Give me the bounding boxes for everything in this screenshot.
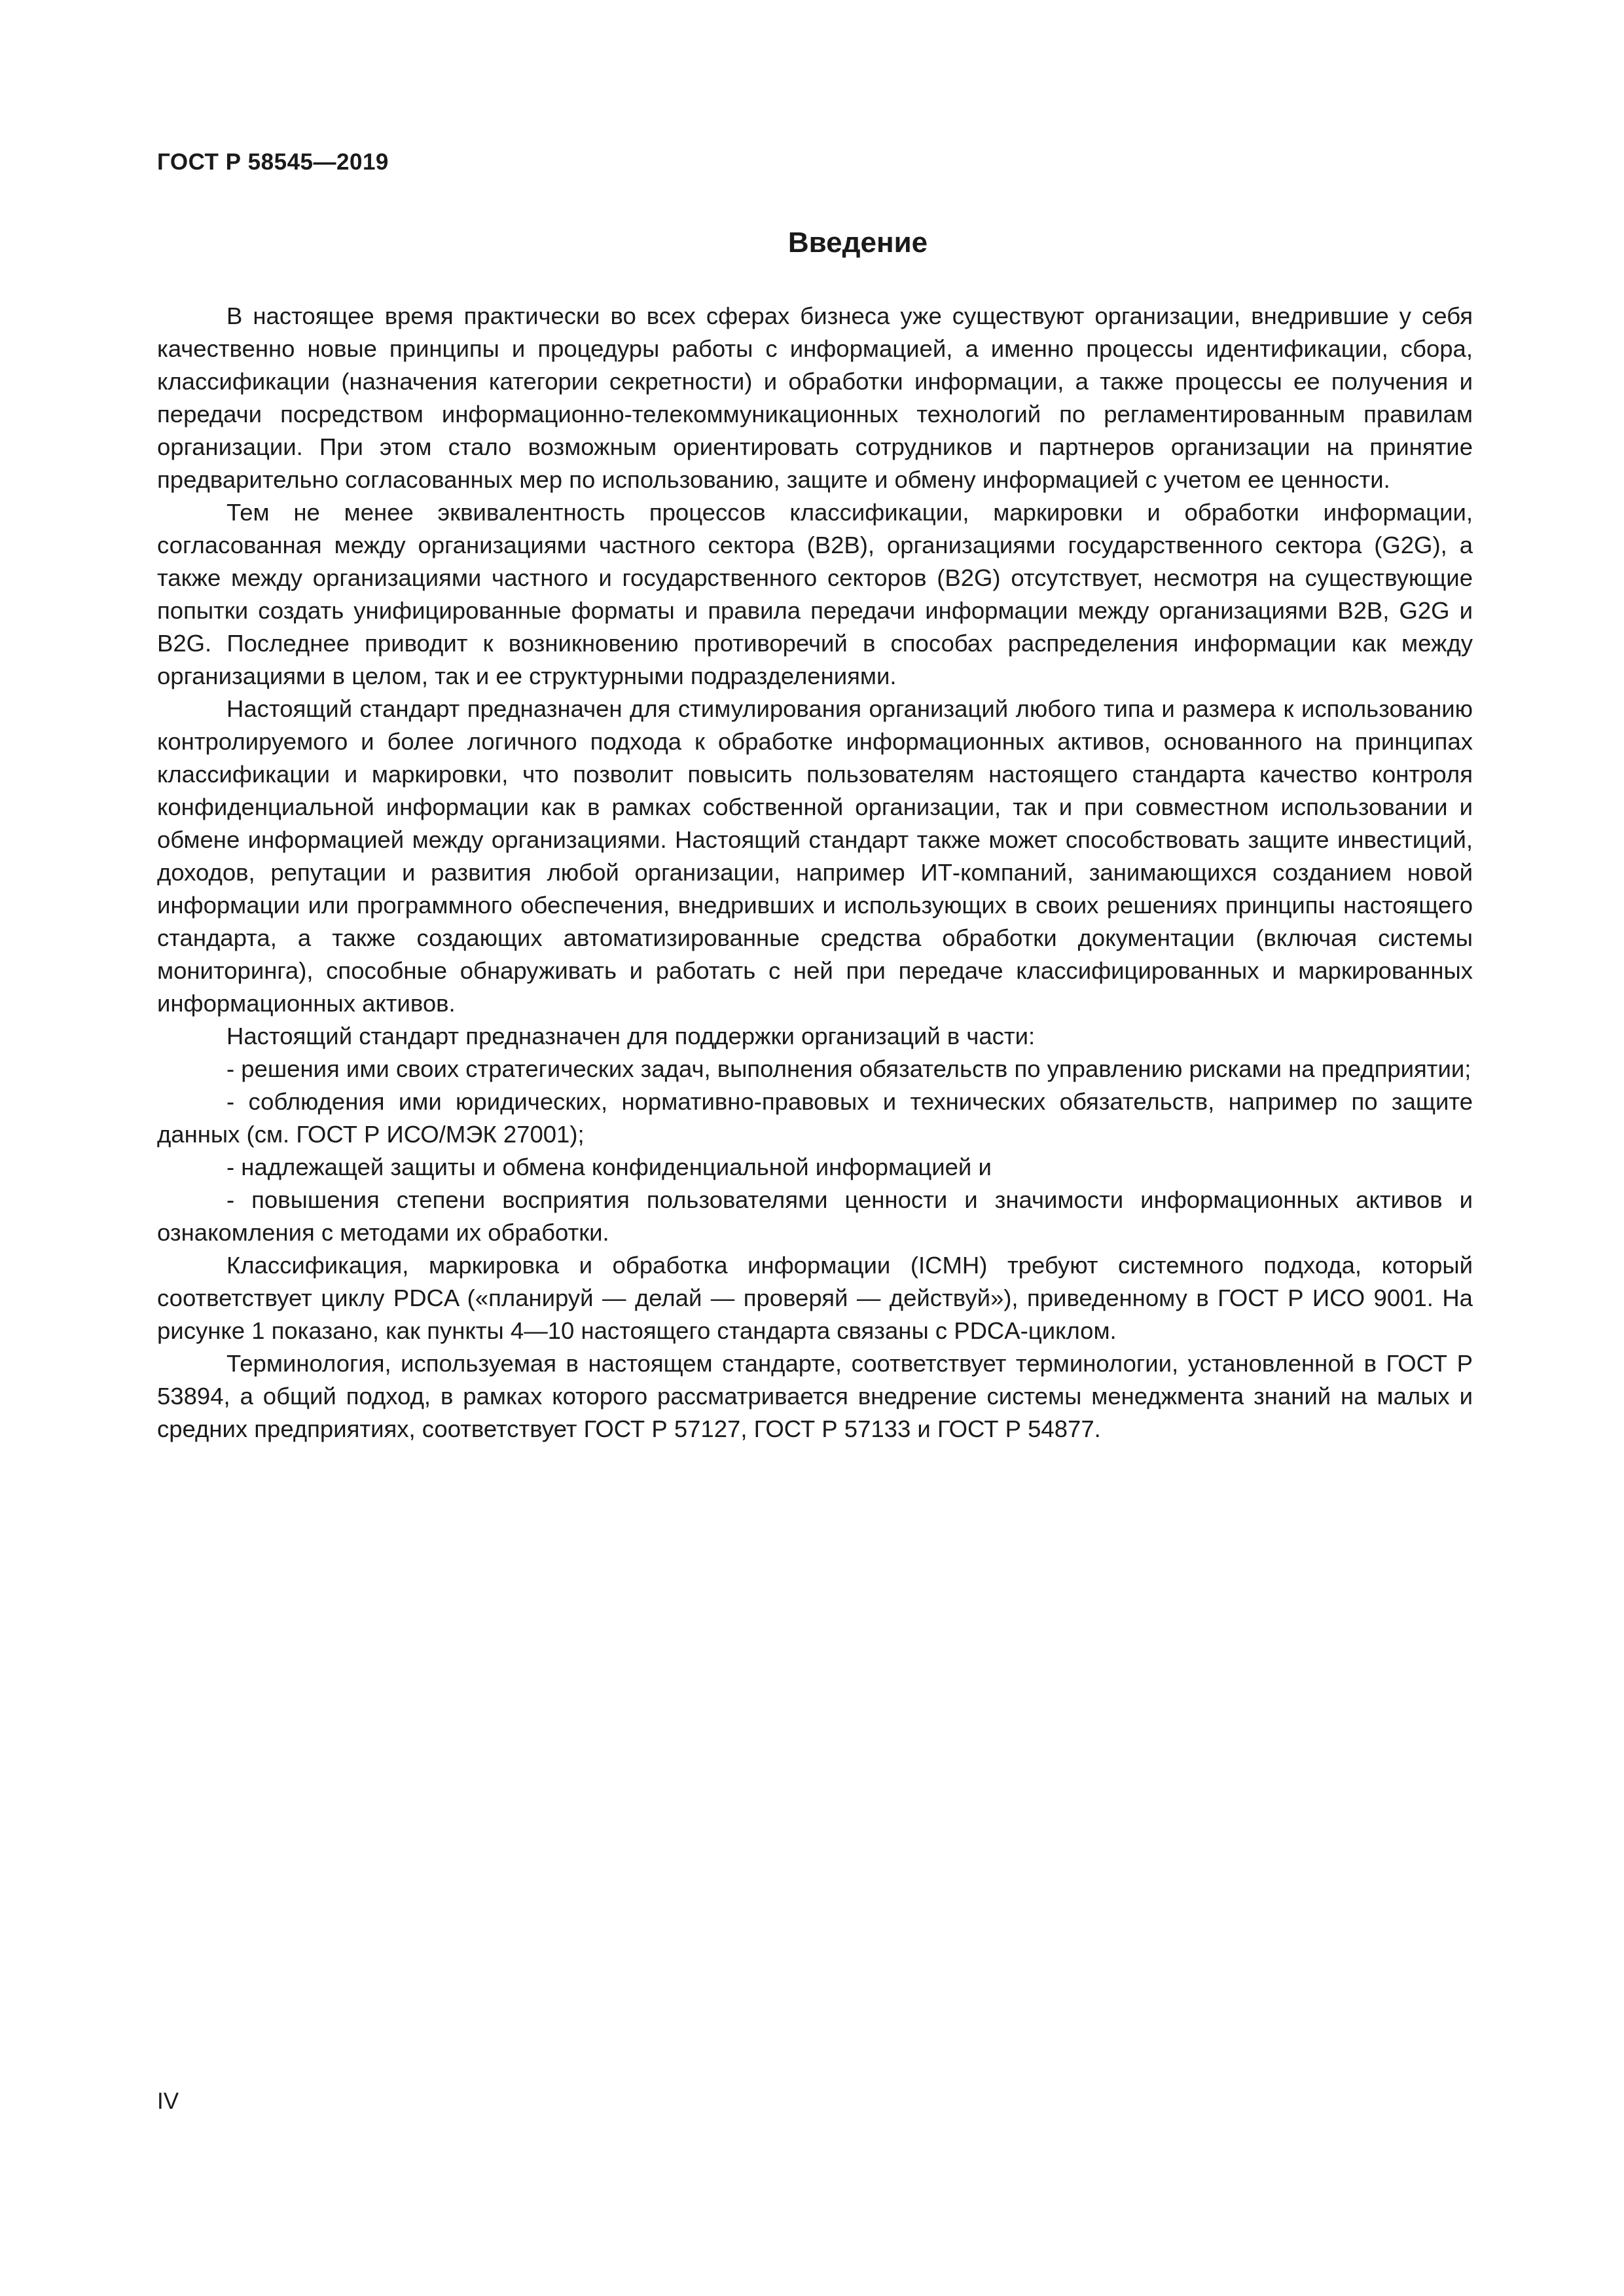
list-item: - надлежащей защиты и обмена конфиденциальной информацией и (226, 1154, 992, 1180)
document-header-id: ГОСТ Р 58545—2019 (157, 149, 389, 175)
body-text (157, 300, 1473, 1446)
paragraph-intro: В настоящее время практически во всех сферах бизнеса уже существуют организации, внедрившие у себя качественно новые принципы и процедуры работы с информацией, а именно процессы идентификации, сбора, классификации (назначения категории секретности) и обработки информации, а также процессы ее получения и передачи посредством информационно-телекоммуникационных технологий по регламентированным правилам организации. При этом стало возможным ориентировать сотрудников и партнеров организации на принятие предварительно согласованных мер по использованию, защите и обмену информацией с учетом ее ценности. (157, 302, 1473, 493)
list-item: - повышения степени восприятия пользователями ценности и значимости информационных активов и ознакомления с методами их обработки. (157, 1186, 1473, 1246)
paragraph-icmh: Классификация, маркировка и обработка информации (ICMH) требуют системного подхода, который соответствует циклу PDCA («планируй — делай — проверяй — действуй»), приведенному в ГОСТ Р ИСО 9001. На рисунке 1 показано, как пункты 4—10 настоящего стандарта связаны с PDCA-циклом. (157, 1252, 1473, 1344)
page-number: IV (157, 2088, 179, 2114)
section-title: Введение (787, 227, 928, 259)
paragraph-equivalence: Тем не менее эквивалентность процессов классификации, маркировки и обработки информации, согласованная между организациями частного сектора (B2B), организациями государственного сектора (G2G), а также между организациями частного и государственного секторов (B2G) отсутствует, несмотря на существующие попытки создать унифицированные форматы и правила передачи информации между организациями B2B, G2G и B2G. Последнее приводит к возникновению противоречий в способах распределения информации как между организациями в целом, так и ее структурными подразделениями. (157, 499, 1473, 689)
list-item: - решения ими своих стратегических задач, выполнения обязательств по управлению рисками на предприятии; (226, 1055, 1471, 1082)
list-item: - соблюдения ими юридических, нормативно-правовых и технических обязательств, например по защите данных (см. ГОСТ Р ИСО/МЭК 27001); (157, 1088, 1473, 1148)
paragraph-terminology: Терминология, используемая в настоящем стандарте, соответствует терминологии, установленной в ГОСТ Р 53894, а общий подход, в рамках которого рассматривается внедрение системы менеджмента знаний на малых и средних предприятиях, соответствует ГОСТ Р 57127, ГОСТ Р 57133 и ГОСТ Р 54877. (157, 1350, 1473, 1442)
paragraph-purpose: Настоящий стандарт предназначен для стимулирования организаций любого типа и размера к использованию контролируемого и более логичного подхода к обработке информационных активов, основанного на принципах классификации и маркировки, что позволит повысить пользователям настоящего стандарта качество контроля конфиденциальной информации как в рамках собственной организации, так и при совместном использовании и обмене информацией между организациями. Настоящий стандарт также может способствовать защите инвестиций, доходов, репутации и развития любой организации, например ИТ-компаний, занимающихся созданием новой информации или программного обеспечения, внедривших и использующих в своих решениях принципы настоящего стандарта, а также создающих автоматизированные средства обработки документации (включая системы мониторинга), способные обнаруживать и работать с ней при передаче классифицированных и маркированных информационных активов. (157, 695, 1473, 1017)
paragraph-support-lead: Настоящий стандарт предназначен для поддержки организаций в части: (226, 1023, 1036, 1049)
